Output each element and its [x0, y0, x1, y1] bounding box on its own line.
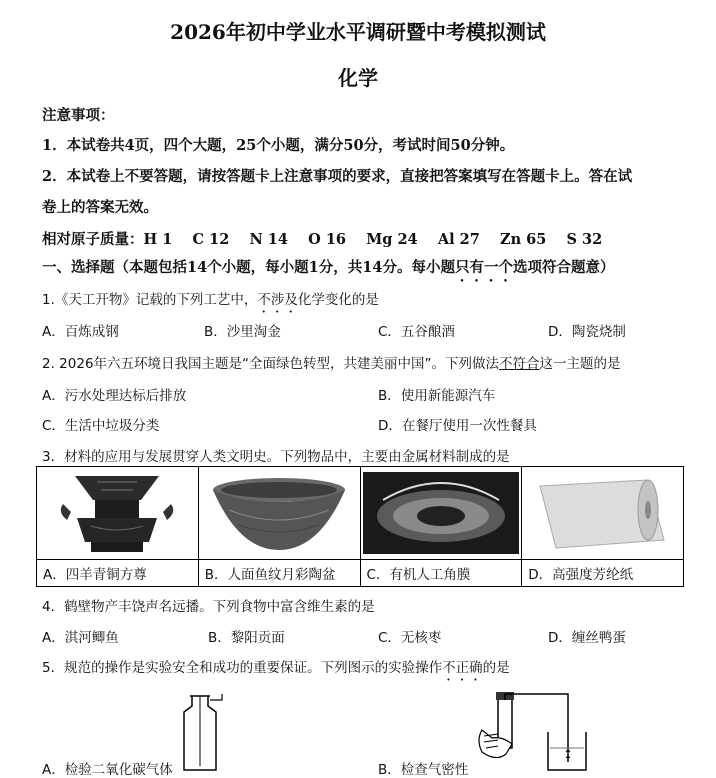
- atomic-masses: 相对原子质量：H 1 C 12 N 14 O 16 Mg 24 Al 27 Zn 65 S 32: [42, 231, 603, 248]
- question-1-stem: [42, 288, 379, 316]
- question-1-stem-pre: 1.《天工开物》记载的下列工艺中，: [42, 292, 258, 308]
- question-2-stem-emphasis: 不符合: [499, 356, 540, 372]
- bronze-zun-image: [37, 467, 199, 560]
- question-4-stem: 4．鹤壁物产丰饶声名远播。下列食物中富含维生素的是: [42, 599, 375, 615]
- question-4-option-b: B．黎阳贡面: [208, 630, 285, 646]
- question-1-option-b: B．沙里淘金: [204, 324, 281, 340]
- section-heading: [42, 256, 614, 285]
- question-2-stem-pre: 2. 2026年六五环境日我国主题是“全面绿色转型，共建美丽中国”。下列做法: [42, 356, 500, 372]
- question-3-stem: 3．材料的应用与发展贯穿人类文明史。下列物品中，主要由金属材料制成的是: [42, 449, 510, 465]
- note-item-2: 2．本试卷上不要答题，请按答题卡上注意事项的要求，直接把答案填写在答题卡上。答在试: [42, 168, 633, 185]
- aramid-paper-image: [522, 467, 684, 560]
- question-1-option-a: A．百炼成钢: [42, 324, 119, 340]
- painted-pottery-basin-image: [198, 467, 360, 560]
- question-3-option-c: C．有机人工角膜: [360, 560, 522, 587]
- question-4-option-c: C．无核枣: [378, 630, 442, 646]
- question-2-option-d: D．在餐厅使用一次性餐具: [378, 418, 537, 434]
- question-1-option-d: D．陶瓷烧制: [548, 324, 626, 340]
- question-5-option-a: A．检验二氧化碳气体: [42, 762, 173, 778]
- question-2-option-c: C．生活中垃圾分类: [42, 418, 160, 434]
- materials-table: [36, 466, 684, 587]
- section-heading-emphasis: 只有一个: [454, 259, 513, 276]
- note-item-1: 1．本试卷共4页，四个大题，25个小题，满分50分，考试时间50分钟。: [42, 137, 515, 154]
- subject-title: 化学: [338, 66, 378, 90]
- question-5-stem-pre: 5．规范的操作是实验安全和成功的重要保证。下列图示的实验操作: [42, 660, 443, 676]
- question-2-option-b: B．使用新能源汽车: [378, 388, 496, 404]
- note-item-2-cont: 卷上的答案无效。: [42, 199, 158, 216]
- question-5-stem-post: 的是: [482, 660, 510, 676]
- question-5-stem: [42, 656, 510, 684]
- question-1-option-c: C．五谷酿酒: [378, 324, 455, 340]
- question-3-option-a: A．四羊青铜方尊: [37, 560, 199, 587]
- question-2-stem: [42, 352, 621, 372]
- question-1-stem-post: 化学变化的是: [297, 292, 379, 308]
- question-5-option-b: B．检查气密性: [378, 762, 469, 778]
- question-3-option-d: D．高强度芳纶纸: [522, 560, 684, 587]
- exam-title: 2026年初中学业水平调研暨中考模拟测试: [170, 20, 546, 44]
- question-2-option-a: A．污水处理达标后排放: [42, 388, 187, 404]
- airtightness-check-apparatus-image: [462, 690, 592, 772]
- notes-heading: 注意事项：: [42, 107, 115, 124]
- question-2-stem-post: 这一主题的是: [539, 356, 621, 372]
- question-4-option-a: A．淇河鲫鱼: [42, 630, 119, 646]
- question-1-stem-emphasis: 不涉及: [257, 292, 298, 308]
- section-heading-post: 选项符合题意）: [512, 259, 615, 276]
- question-5-stem-emphasis: 不正确: [442, 660, 483, 676]
- question-3-option-b: B．人面鱼纹月彩陶盆: [198, 560, 360, 587]
- gas-bottle-apparatus-image: [170, 692, 230, 772]
- question-4-option-d: D．缠丝鸭蛋: [548, 630, 626, 646]
- section-heading-pre: 一、选择题（本题包括14个小题，每小题1分，共14分。每小题: [42, 259, 455, 276]
- artificial-cornea-image: [360, 467, 522, 560]
